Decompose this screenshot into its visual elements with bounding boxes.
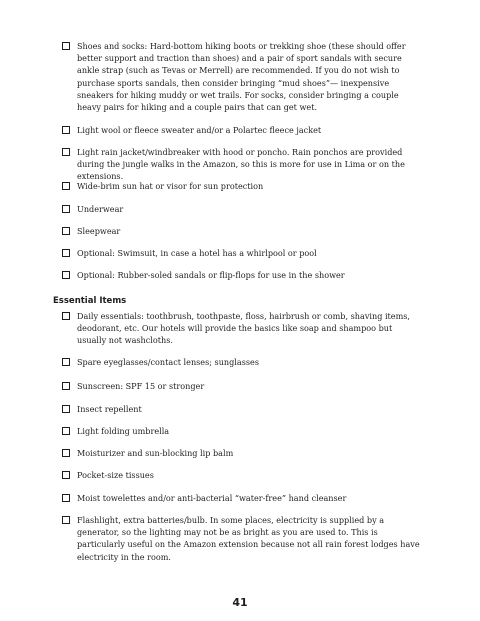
checklist-item-flashlight xyxy=(62,514,422,563)
checkbox-icon[interactable] xyxy=(62,494,70,502)
checkbox-icon[interactable] xyxy=(62,205,70,213)
item-text: Insect repellent xyxy=(77,404,142,414)
checklist-item-tissues xyxy=(62,469,422,481)
item-text: Spare eyeglasses/contact lenses; sunglasses xyxy=(77,357,259,367)
checkbox-icon[interactable] xyxy=(62,42,70,50)
checkbox-icon[interactable] xyxy=(62,358,70,366)
item-text: Underwear xyxy=(77,204,124,214)
checklist-item-daily-essentials xyxy=(62,310,422,347)
item-text: Optional: Swimsuit, in case a hotel has a whirlpool or pool xyxy=(77,248,317,258)
section-heading: Essential Items xyxy=(53,296,127,306)
checklist-item-insect-repellent xyxy=(62,403,422,415)
checklist-item-towelettes xyxy=(62,492,422,504)
checklist-item-swimsuit xyxy=(62,247,422,259)
item-text: Moist towelettes and/or anti-bacterial “water-free” hand cleanser xyxy=(77,493,347,503)
checklist-item-underwear xyxy=(62,203,422,215)
checklist-item-eyeglasses xyxy=(62,356,422,368)
checkbox-icon[interactable] xyxy=(62,382,70,390)
checkbox-icon[interactable] xyxy=(62,126,70,134)
checklist-item-umbrella xyxy=(62,425,422,437)
item-text: Pocket-size tissues xyxy=(77,470,154,480)
checklist-item-shoes-socks xyxy=(62,40,422,113)
checkbox-icon[interactable] xyxy=(62,249,70,257)
checkbox-icon[interactable] xyxy=(62,427,70,435)
checklist-item-rain-jacket xyxy=(62,146,422,183)
checklist-item-sunscreen xyxy=(62,380,422,392)
checklist-item-sandals xyxy=(62,269,422,281)
checkbox-icon[interactable] xyxy=(62,312,70,320)
item-text: Light rain jacket/windbreaker with hood or poncho. Rain ponchos are provided during the jungle walks in the Amazon, so this is more for use in Lima or on the extensions. xyxy=(77,147,405,182)
item-text: Moisturizer and sun-blocking lip balm xyxy=(77,448,234,458)
checkbox-icon[interactable] xyxy=(62,405,70,413)
item-text: Shoes and socks: Hard-bottom hiking boots or trekking shoe (these should offer better support and traction than shoes) and a pair of sport sandals with secure ankle strap (such as Tevas or Merrell) are recommended. If you do not wish to purchase sports sandals, then consider bringing “mud shoes”— inexpensive sneakers for hiking muddy or wet trails. For socks, consider bringing a couple heavy pairs for hiking and a couple pairs that can get wet. xyxy=(77,41,406,113)
item-text: Flashlight, extra batteries/bulb. In some places, electricity is supplied by a generator, so the lighting may not be as bright as you are used to. This is particularly useful on the Amazon extension because not all rain forest lodges have electricity in the room. xyxy=(77,515,420,562)
checkbox-icon[interactable] xyxy=(62,182,70,190)
checkbox-icon[interactable] xyxy=(62,516,70,524)
page-number: 41 xyxy=(232,596,248,609)
checklist-item-sleepwear xyxy=(62,225,422,237)
checklist-item-moisturizer xyxy=(62,447,422,459)
item-text: Daily essentials: toothbrush, toothpaste, floss, hairbrush or comb, shaving items, deodorant, etc. Our hotels will provide the basics like soap and shampoo but usually not washcloths. xyxy=(77,311,410,346)
checkbox-icon[interactable] xyxy=(62,271,70,279)
item-text: Light wool or fleece sweater and/or a Polartec fleece jacket xyxy=(77,125,322,135)
item-text: Wide-brim sun hat or visor for sun protection xyxy=(77,181,264,191)
item-text: Sleepwear xyxy=(77,226,121,236)
checkbox-icon[interactable] xyxy=(62,449,70,457)
checkbox-icon[interactable] xyxy=(62,227,70,235)
item-text: Optional: Rubber-soled sandals or flip-flops for use in the shower xyxy=(77,270,345,280)
checkbox-icon[interactable] xyxy=(62,471,70,479)
item-text: Light folding umbrella xyxy=(77,426,170,436)
checklist-item-sweater xyxy=(62,124,422,136)
checkbox-icon[interactable] xyxy=(62,148,70,156)
item-text: Sunscreen: SPF 15 or stronger xyxy=(77,381,205,391)
checklist-item-sun-hat xyxy=(62,180,422,192)
